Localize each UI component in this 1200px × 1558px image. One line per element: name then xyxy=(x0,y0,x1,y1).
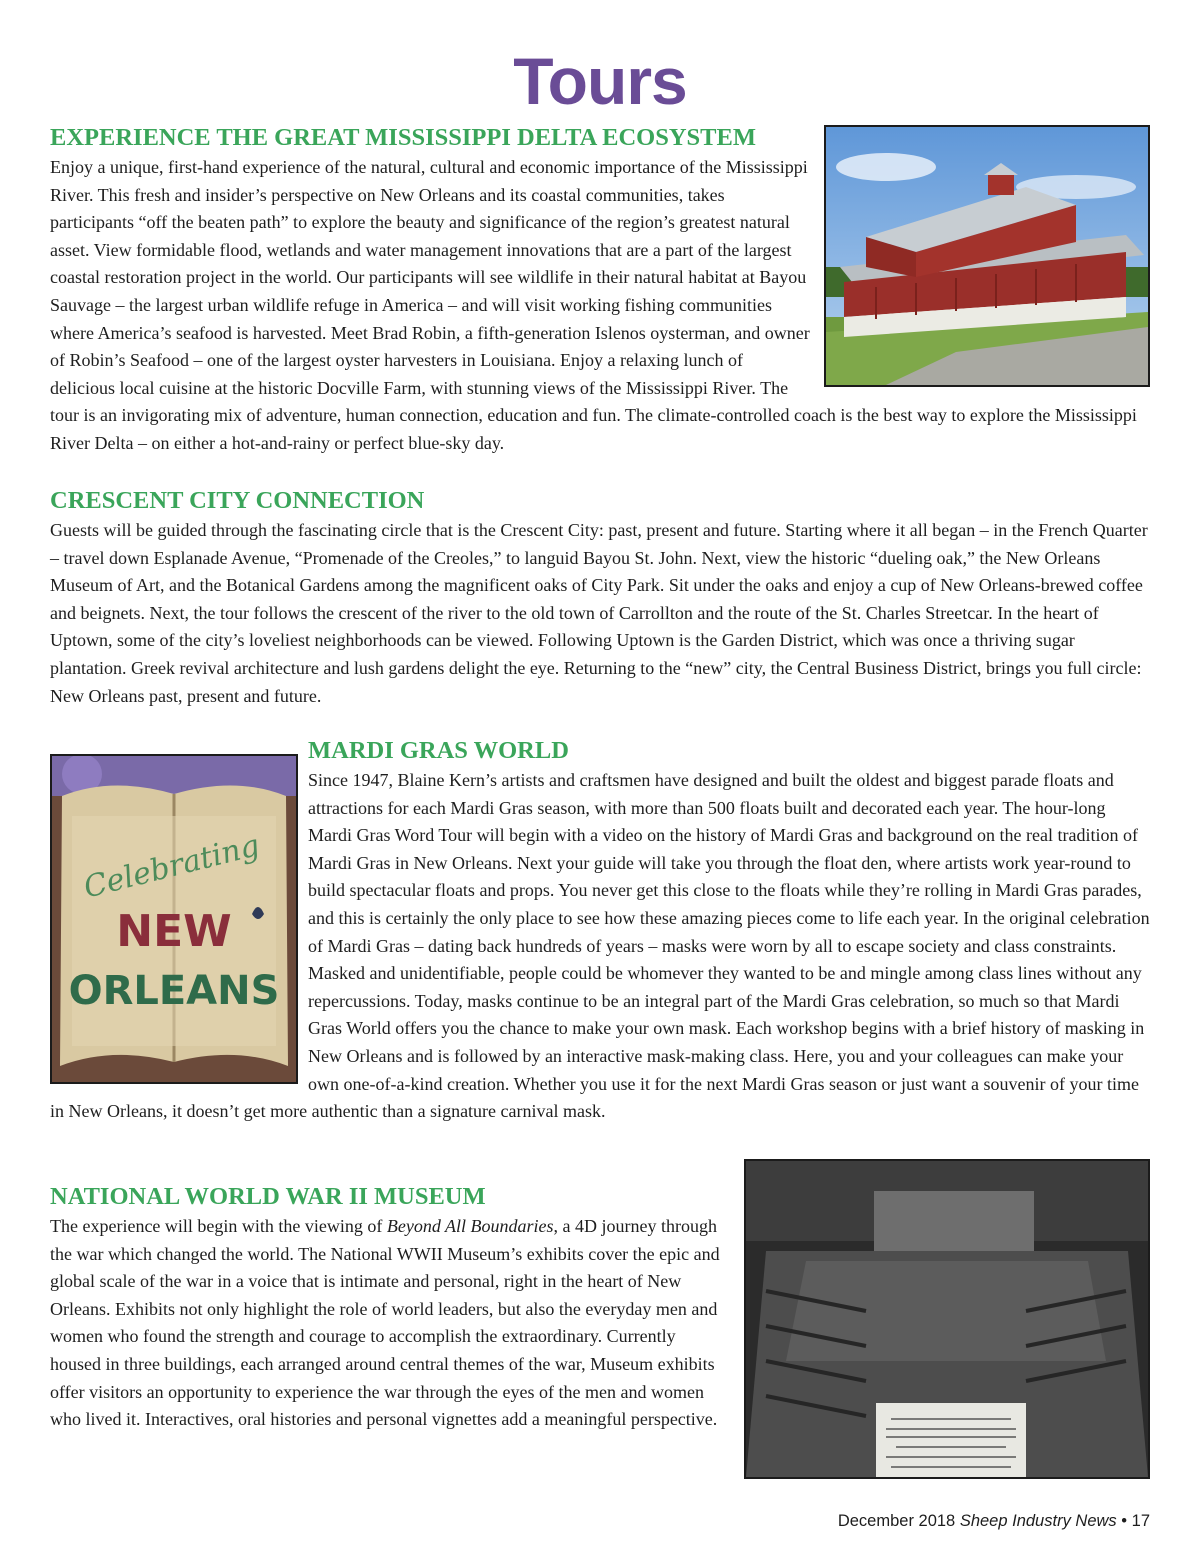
section-wwii-museum xyxy=(50,1182,1150,1479)
page-title: Tours xyxy=(513,44,687,118)
body-wwii-intro: The experience will begin with the viewing of xyxy=(50,1216,387,1236)
heading-crescent-city: CRESCENT CITY CONNECTION xyxy=(50,487,425,514)
landing-craft-illustration xyxy=(746,1161,1148,1477)
barn-illustration xyxy=(826,127,1148,385)
body-crescent-city: Guests will be guided through the fascinating circle that is the Crescent City: past, present and future. Starting where it all began – in the French Quarter – travel down Esplanade Avenue, “Promenade of the Creoles,” to languid Bayou St. John. Next, view the historic “dueling oak,” the New Orleans Museum of Art, and the Botanical Gardens among the magnificent oaks of City Park. Sit under the oaks and enjoy a cup of New Orleans-brewed coffee and beignets. Next, the tour follows the crescent of the river to the old town of Carrollton and the route of the St. Charles Streetcar. In the heart of Uptown, some of the city’s loveliest neighborhoods can be viewed. Following Uptown is the Garden District, which was once a thriving sugar plantation. Greek revival architecture and lush gardens delight the eye. Returning to the “new” city, the Central Business District, brings you full circle: New Orleans past, present and future. xyxy=(50,520,1148,706)
barn-photo xyxy=(824,125,1150,387)
book-script-text: Celebrating xyxy=(80,828,264,906)
section-crescent-city xyxy=(50,486,1150,710)
book-line2-text: ORLEANS xyxy=(68,968,280,1014)
footer-page-number: 17 xyxy=(1131,1512,1150,1530)
footer-publication: Sheep Industry News xyxy=(959,1512,1117,1530)
book-illustration xyxy=(52,756,296,1082)
footer-date: December 2018 xyxy=(837,1512,956,1530)
body-mardi-gras-world: Since 1947, Blaine Kern’s artists and craftsmen have designed and built the oldest and biggest parade floats and attractions for each Mardi Gras season, with more than 500 floats built and decorated each year. The hour-long Mardi Gras Word Tour will begin with a video on the history of Mardi Gras and background on the real tradition of Mardi Gras in New Orleans. Next your guide will take you through the float den, where artists work year-round to build spectacular floats and props. You never get this close to the floats while they’re rolling in Mardi Gras parades, and this is certainly the only place to see how these amazing pieces come to life each year. In the original celebration of Mardi Gras – dating back hundreds of years – masks were worn by all to escape society and class constraints. Masked and unidentifiable, people could be whomever they wanted to be and mingle among class lines without any repercussions. Today, masks continue to be an integral part of the Mardi Gras celebration, so much so that Mardi Gras World offers you the chance to make your own mask. Each workshop begins with a brief history of masking in New Orleans and is followed by an interactive mask-making class. Here, you and your colleagues can make your own one-of-a-kind creation. Whether you use it for the next Mardi Gras season or just want a souvenir of your time in New Orleans, it doesn’t get more authentic than a signature carnival mask. xyxy=(50,770,1150,1122)
section-mardi-gras-world xyxy=(50,736,1150,1126)
body-wwii-rest: , a 4D journey through the war which changed the world. The National WWII Museum’s exhibits cover the epic and global scale of the war in a voice that is intimate and personal, right in the heart of New Orleans. Exhibits not only highlight the role of world leaders, but also the everyday men and women who found the strength and courage to accomplish the extraordinary. Currently housed in three buildings, each arranged around central themes of the war, Museum exhibits offer visitors an opportunity to experience the war through the eyes of the men and women who lived it. Interactives, oral histories and personal vignettes add a meaningful perspective. xyxy=(50,1216,720,1430)
wwii-museum-photo xyxy=(744,1159,1150,1479)
mardi-gras-book-photo xyxy=(50,754,298,1084)
heading-delta-ecosystem: EXPERIENCE THE GREAT MISSISSIPPI DELTA ECOSYSTEM xyxy=(50,124,756,151)
page-footer xyxy=(838,1512,1150,1531)
film-title: Beyond All Boundaries xyxy=(386,1216,554,1236)
heading-mardi-gras-world: MARDI GRAS WORLD xyxy=(308,737,569,764)
section-delta-ecosystem xyxy=(50,123,1150,458)
footer-separator: • xyxy=(1121,1512,1128,1530)
book-line1-text: NEW xyxy=(116,906,232,957)
body-delta-ecosystem: Enjoy a unique, first-hand experience of the natural, cultural and economic importance of the Mississippi River. This fresh and insider’s perspective on New Orleans and its coastal communities, takes participants “off the beaten path” to explore the beauty and significance of the region’s greatest natural asset. View formidable flood, wetlands and water management innovations that are a part of the largest coastal restoration project in the world. Our participants will see wildlife in their natural habitat at Bayou Sauvage – the largest urban wildlife refuge in America – and will visit working fishing communities where America’s seafood is harvested. Meet Brad Robin, a fifth-generation Islenos oysterman, and owner of Robin’s Seafood – one of the largest oyster harvesters in Louisiana. Enjoy a relaxing lunch of delicious local cuisine at the historic Docville Farm, with stunning views of the Mississippi River. The tour is an invigorating mix of adventure, human connection, education and fun. The climate-controlled coach is the best way to explore the Mississippi River Delta – on either a hot-and-rainy or perfect blue-sky day. xyxy=(50,157,1137,453)
heading-wwii-museum: NATIONAL WORLD WAR II MUSEUM xyxy=(50,1183,486,1210)
